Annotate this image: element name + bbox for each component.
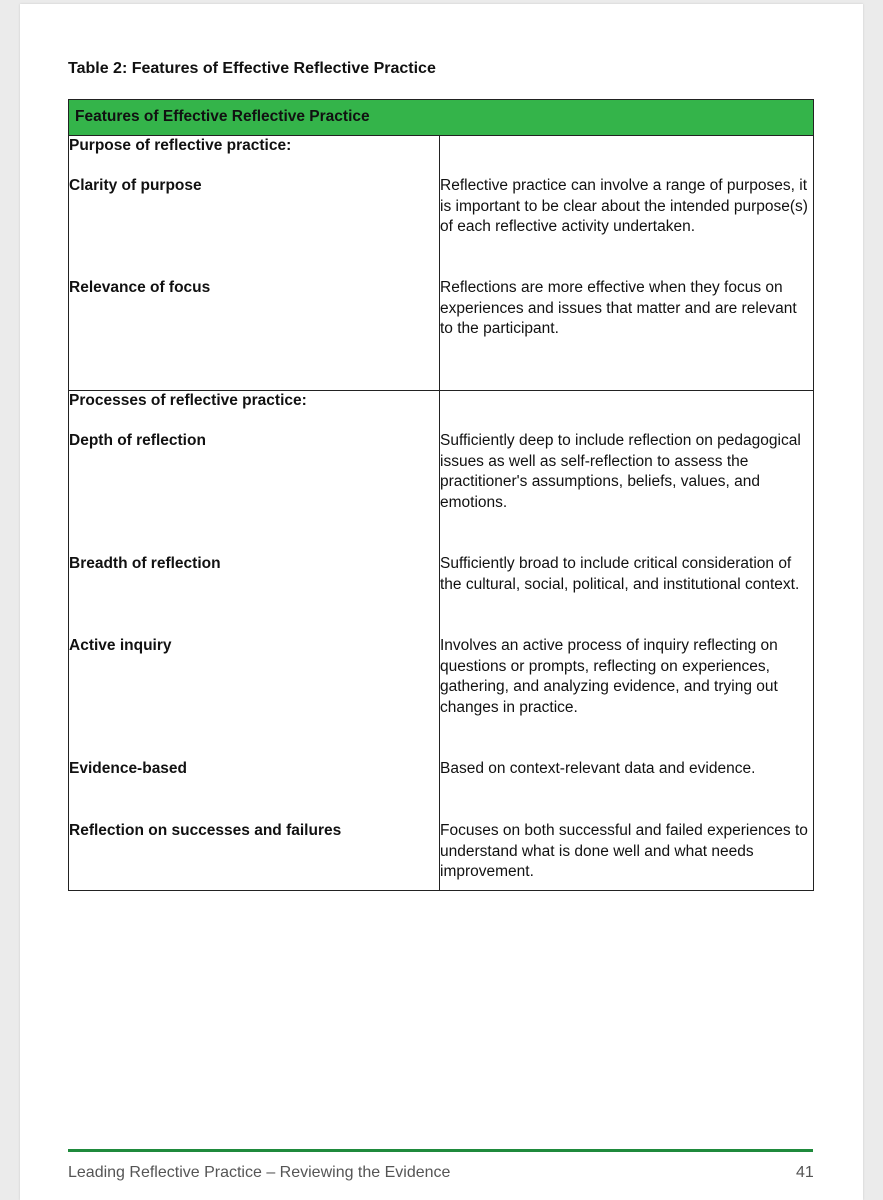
section-right-cell — [440, 391, 814, 891]
feature-description: Focuses on both successful and failed experiences to understand what is done well and what needs improvement. — [440, 822, 808, 880]
feature-name: Breadth of reflection — [69, 555, 221, 572]
feature-name: Reflection on successes and failures — [69, 822, 342, 839]
feature-description: Reflections are more effective when they focus on experiences and issues that matter and are relevant to the participant. — [440, 279, 797, 337]
feature-description: Sufficiently deep to include reflection on pedagogical issues as well as self-reflection to assess the practitioner's assumptions, beliefs, values, and emotions. — [440, 432, 801, 511]
section-right-cell — [440, 136, 814, 391]
feature-description: Involves an active process of inquiry reflecting on questions or prompts, reflecting on experiences, gathering, and analyzing evidence, and trying out changes in practice. — [440, 637, 778, 716]
feature-description: Sufficiently broad to include critical consideration of the cultural, social, political, and institutional context. — [440, 555, 800, 593]
page-number: 41 — [796, 1164, 814, 1181]
section-left-cell — [69, 136, 440, 391]
document-page — [20, 4, 863, 1200]
table-section-processes — [69, 391, 814, 891]
feature-description: Reflective practice can involve a range of purposes, it is important to be clear about the intended purpose(s) of each reflective activity undertaken. — [440, 177, 808, 235]
feature-name: Clarity of purpose — [69, 177, 202, 194]
table-header-row — [69, 100, 814, 136]
footer-rule — [68, 1149, 813, 1152]
section-title: Purpose of reflective practice: — [69, 137, 292, 154]
feature-name: Depth of reflection — [69, 432, 206, 449]
footer-title: Leading Reflective Practice – Reviewing the Evidence — [68, 1164, 451, 1181]
table-section-purpose — [69, 136, 814, 391]
section-title: Processes of reflective practice: — [69, 392, 307, 409]
feature-description: Based on context-relevant data and evidence. — [440, 760, 756, 777]
feature-name: Evidence-based — [69, 760, 188, 777]
table-header: Features of Effective Reflective Practice — [69, 100, 814, 136]
feature-name: Active inquiry — [69, 637, 172, 654]
features-table — [68, 99, 814, 891]
feature-name: Relevance of focus — [69, 279, 211, 296]
table-caption: Table 2: Features of Effective Reflective Practice — [68, 60, 436, 77]
section-left-cell — [69, 391, 440, 891]
